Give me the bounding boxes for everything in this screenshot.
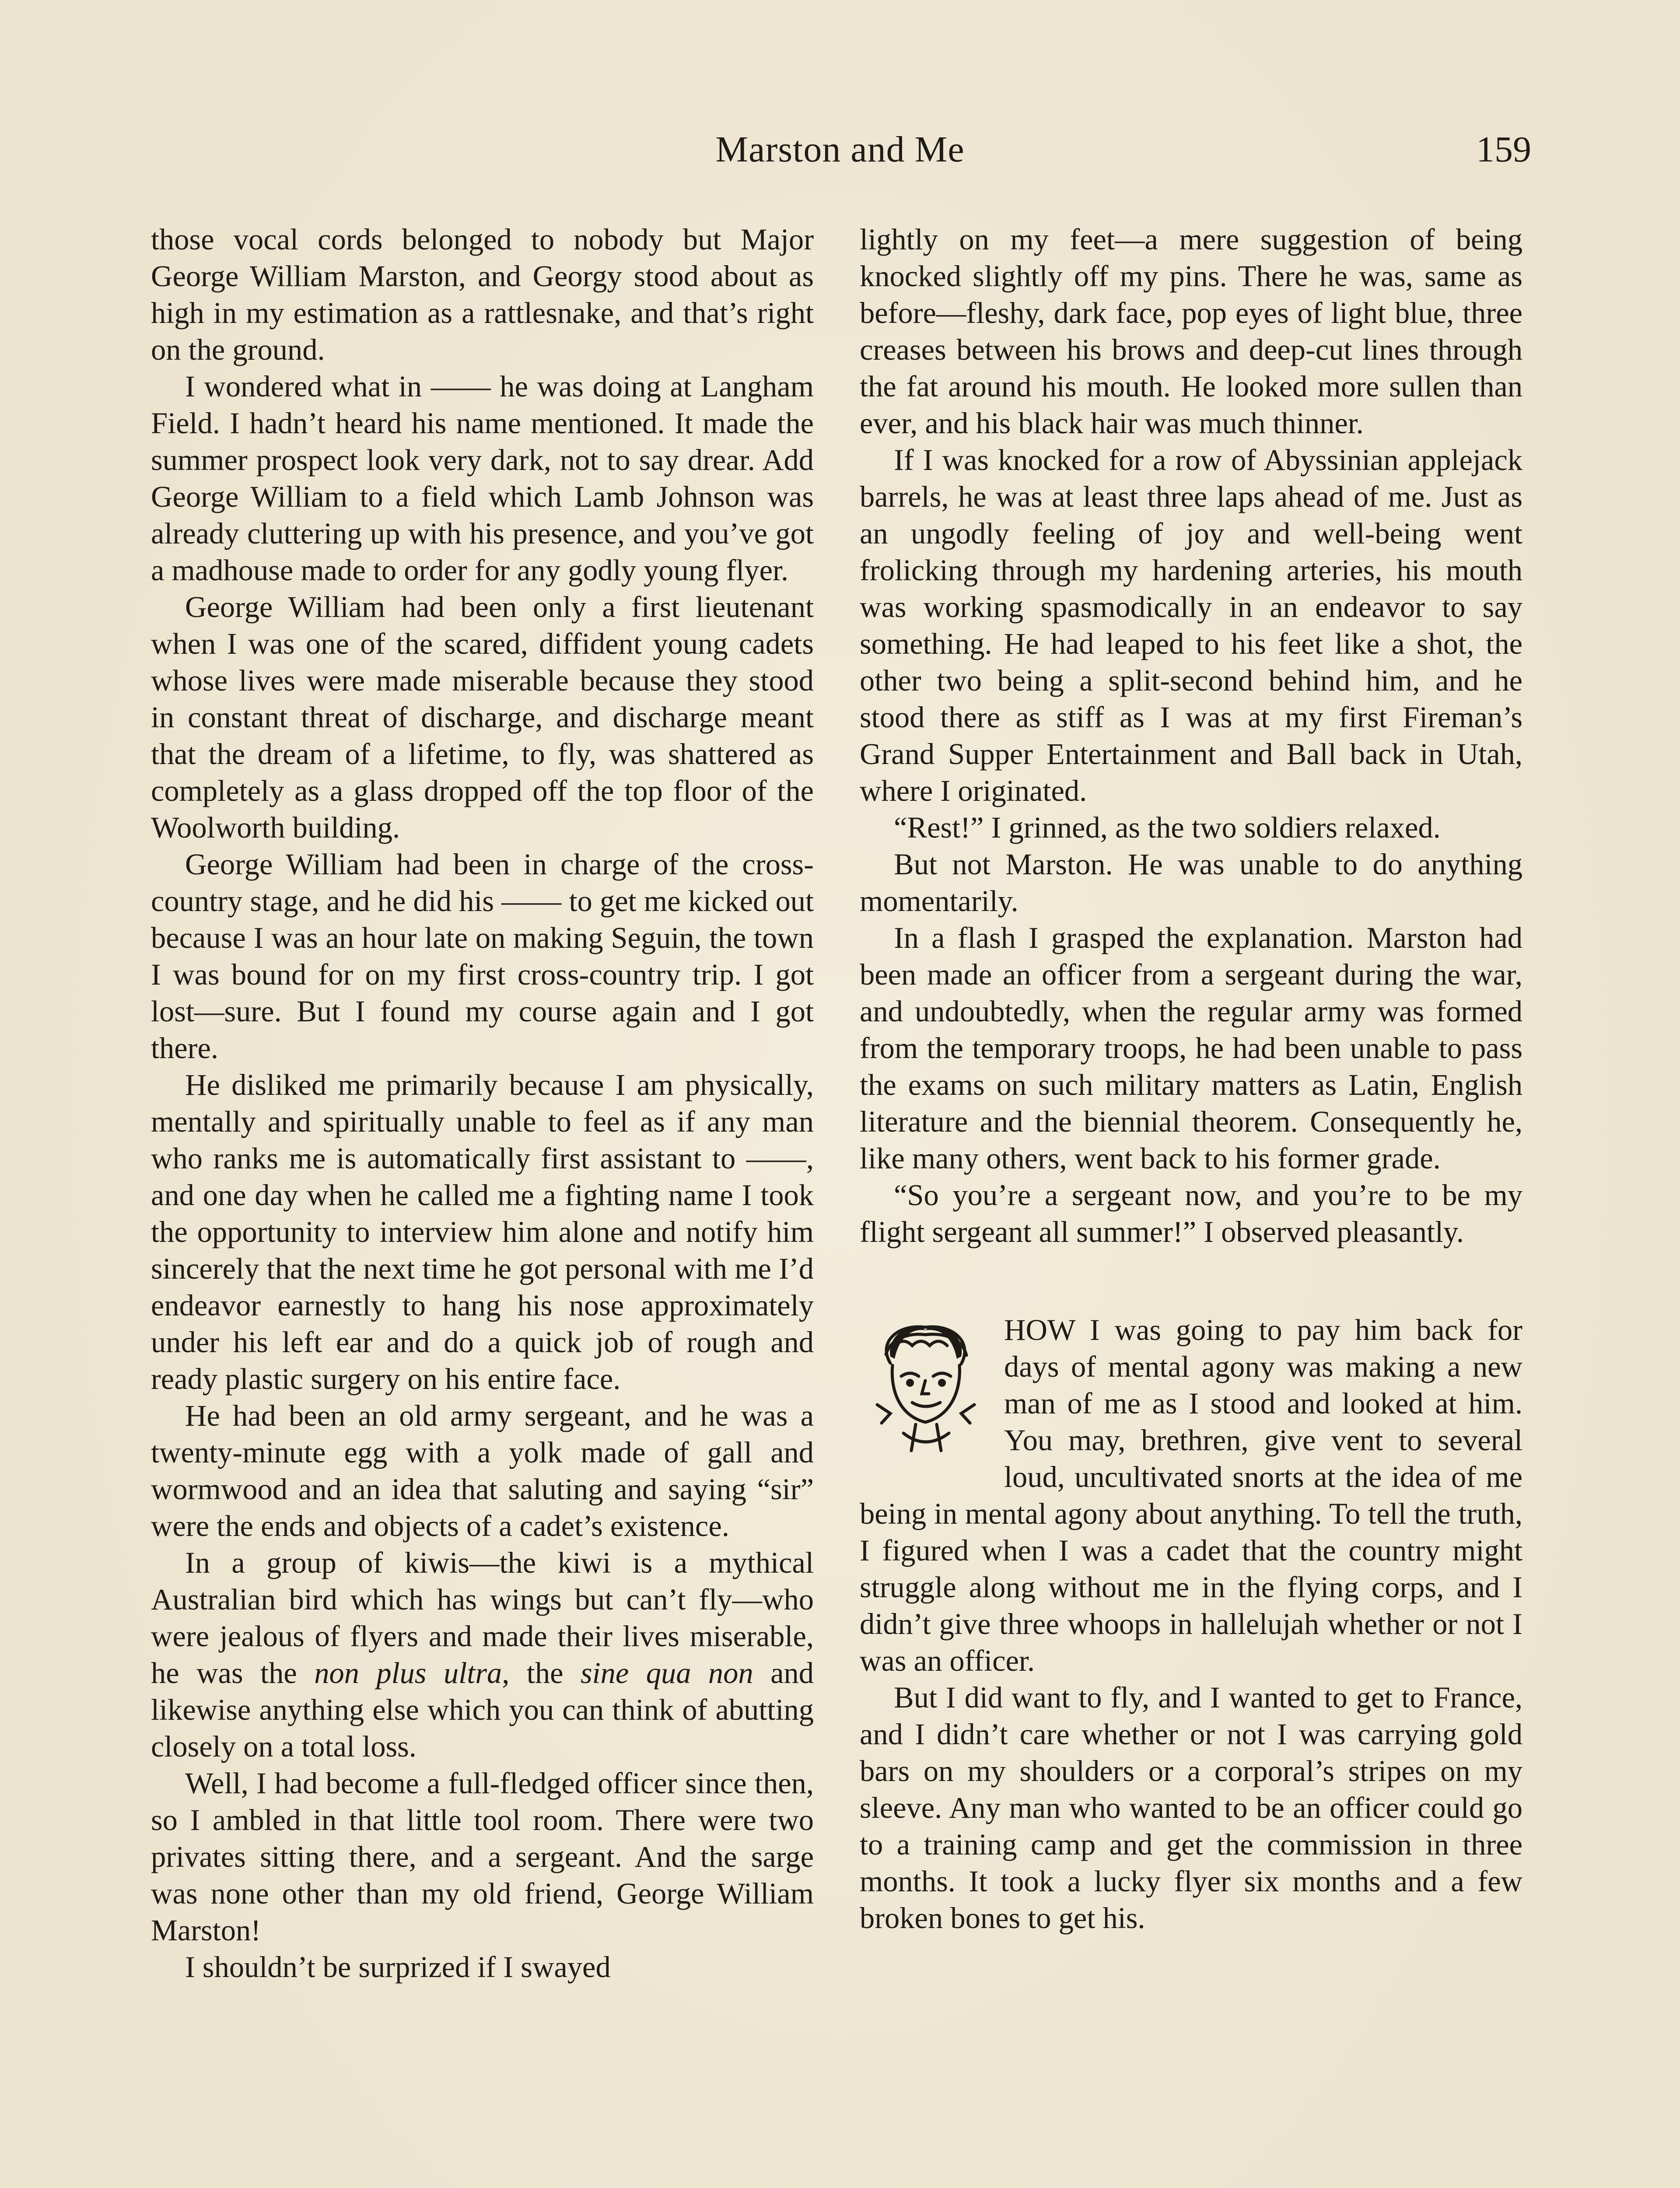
paragraph: But I did want to fly, and I wanted to get to France, and I didn’t care whether or not I was carrying gold bars on my shoulders or a corporal’s stripes on my sleeve. Any man who wanted to be an officer could go to a training camp and get the commission in three months. It took a lucky flyer six months and a few broken bones to get his.	[860, 1681, 1522, 1935]
paragraph: I shouldn’t be surprized if I swayed	[185, 1950, 611, 1984]
text-run: In a group of kiwis—the kiwi is a mythical Australian bird which has wings but can’t fly—who were jealous of flyers and made their lives miserable, he was the	[151, 1546, 814, 1690]
paragraph: If I was knocked for a row of Abyssinian applejack barrels, he was at least three laps ahead of me. Just as an ungodly feeling of joy and well-being went frolicking through my hardening arteries, his mouth was working spasmodically in an endeavor to say something. He had leaped to his feet like a shot, the other two being a split-second behind him, and he stood there as stiff as I was at my first Fireman’s Grand Supper Entertainment and Ball back in Utah, where I originated.	[860, 443, 1522, 807]
left-column	[151, 221, 814, 1985]
paragraph: “Rest!” I grinned, as the two soldiers relaxed.	[894, 811, 1441, 844]
paragraph	[151, 1544, 814, 1765]
latin-phrase: sine qua non	[580, 1656, 753, 1690]
right-column	[860, 221, 1522, 1936]
paragraph: “So you’re a sergeant now, and you’re to be my flight sergeant all summer!” I observed pleasantly.	[860, 1178, 1522, 1248]
paragraph: In a flash I grasped the explanation. Marston had been made an officer from a sergeant during the war, and undoubtedly, when the regular army was formed from the temporary troops, he had been unable to pass the exams on such military matters as Latin, English literature and the biennial theorem. Consequently he, like many others, went back to his former grade.	[860, 921, 1522, 1175]
text-run: and likewise anything else which you can think of abutting closely on a total loss.	[151, 1656, 814, 1763]
text-run: , the	[502, 1656, 581, 1690]
paragraph: lightly on my feet—a mere suggestion of being knocked slightly off my pins. There he was, same as before—fleshy, dark face, pop eyes of light blue, three creases between his brows and deep-cut lines through the fat around his mouth. He looked more sullen than ever, and his black hair was much thinner.	[860, 223, 1522, 440]
paragraph: George William had been only a first lieutenant when I was one of the scared, diffident young cadets whose lives were made miserable because they stood in constant threat of discharge, and discharge meant that the dream of a lifetime, to fly, was shattered as completely as a glass dropped off the top floor of the Woolworth building.	[151, 590, 814, 844]
paragraph: He disliked me primarily because I am physically, mentally and spiritually unable to feel as if any man who ranks me is automatically first assistant to ——, and one day when he called me a fighting name I took the opportunity to interview him alone and notify him sincerely that the next time he got personal with me I’d endeavor earnestly to hang his nose approximately under his left ear and do a quick job of rough and ready plastic surgery on his entire face.	[151, 1068, 814, 1396]
section-break	[860, 1250, 1522, 1311]
paragraph: George William had been in charge of the cross-country stage, and he did his —— to get me kicked out because I was an hour late on making Seguin, the town I was bound for on my first cross-country trip. I got lost—sure. But I found my course again and I got there.	[151, 848, 814, 1065]
paragraph: those vocal cords belonged to nobody but Major George William Marston, and Georgy stood about as high in my estimation as a rattlesnake, and that’s right on the ground.	[151, 223, 814, 366]
running-title: Marston and Me	[715, 129, 965, 170]
paragraph: But not Marston. He was unable to do anything momentarily.	[860, 848, 1522, 918]
paragraph: Well, I had become a full-fledged officer since then, so I ambled in that little tool room. There were two privates sitting there, and a sergeant. And the sarge was none other than my old friend, George William Marston!	[151, 1767, 814, 1947]
portrait-vignette-icon	[860, 1315, 991, 1459]
paragraph: I wondered what in —— he was doing at Langham Field. I hadn’t heard his name mentioned. It made the summer prospect look very dark, not to say drear. Add George William to a field which Lamb Johnson was already cluttering up with his presence, and you’ve got a madhouse made to order for any godly young flyer.	[151, 370, 814, 587]
paragraph: He had been an old army sergeant, and he was a twenty-minute egg with a yolk made of gall and wormwood and an idea that saluting and saying “sir” were the ends and objects of a cadet’s existence.	[151, 1399, 814, 1543]
latin-phrase: non plus ultra	[314, 1656, 502, 1690]
paragraph: HOW I was going to pay him back for days of mental agony was making a new man of me as I stood and looked at him. You may, brethren, give vent to several loud, uncultivated snorts at the idea of me being in mental agony about anything. To tell the truth, I figured when I was a cadet that the country might struggle along without me in the flying corps, and I didn’t give three whoops in hallelujah whether or not I was an officer.	[860, 1313, 1522, 1677]
page-number: 159	[1476, 129, 1531, 170]
